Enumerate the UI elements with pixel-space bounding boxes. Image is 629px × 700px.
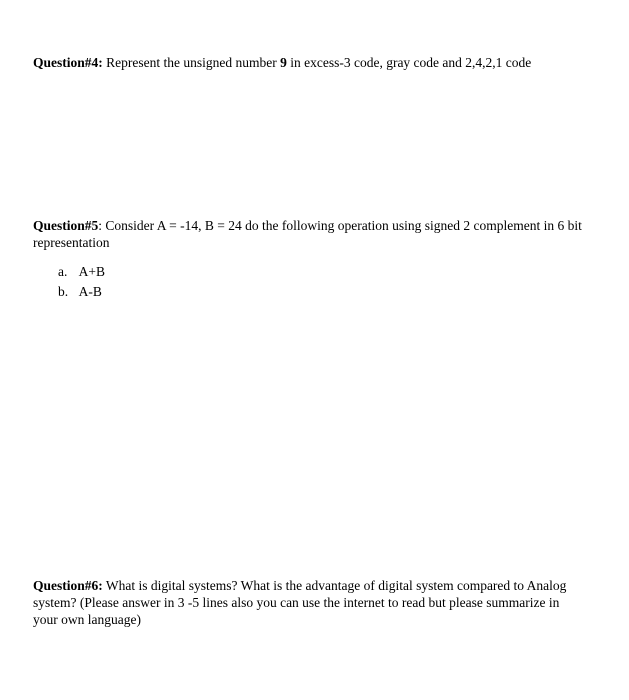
sub-item-a [58, 262, 105, 282]
question-6 [33, 577, 583, 628]
question-6-label: Question#6: [33, 578, 103, 593]
question-4 [33, 54, 583, 71]
question-5 [33, 217, 583, 251]
question-4-text-before: Represent the unsigned number [102, 55, 281, 70]
question-4-text-after: in excess-3 code, gray code and 2,4,2,1 code [286, 55, 532, 70]
question-4-number: 9 [280, 55, 287, 70]
sub-item-text: A+B [78, 264, 106, 279]
sub-item-marker: b. [58, 284, 69, 299]
sub-item-b [58, 282, 105, 302]
question-5-text: : Consider A = -14, B = 24 do the following operation using signed 2 complement in 6 bit representation [33, 218, 582, 250]
question-5-label: Question#5 [33, 218, 99, 233]
sub-item-text: A-B [78, 284, 102, 299]
question-4-label: Question#4: [33, 55, 103, 70]
question-5-sub-list [58, 262, 105, 302]
question-6-text: What is digital systems? What is the advantage of digital system compared to Analog system? (Please answer in 3 -5 lines also you can use the internet to read but please summarize in your own language) [33, 578, 567, 627]
sub-item-marker: a. [58, 264, 68, 279]
